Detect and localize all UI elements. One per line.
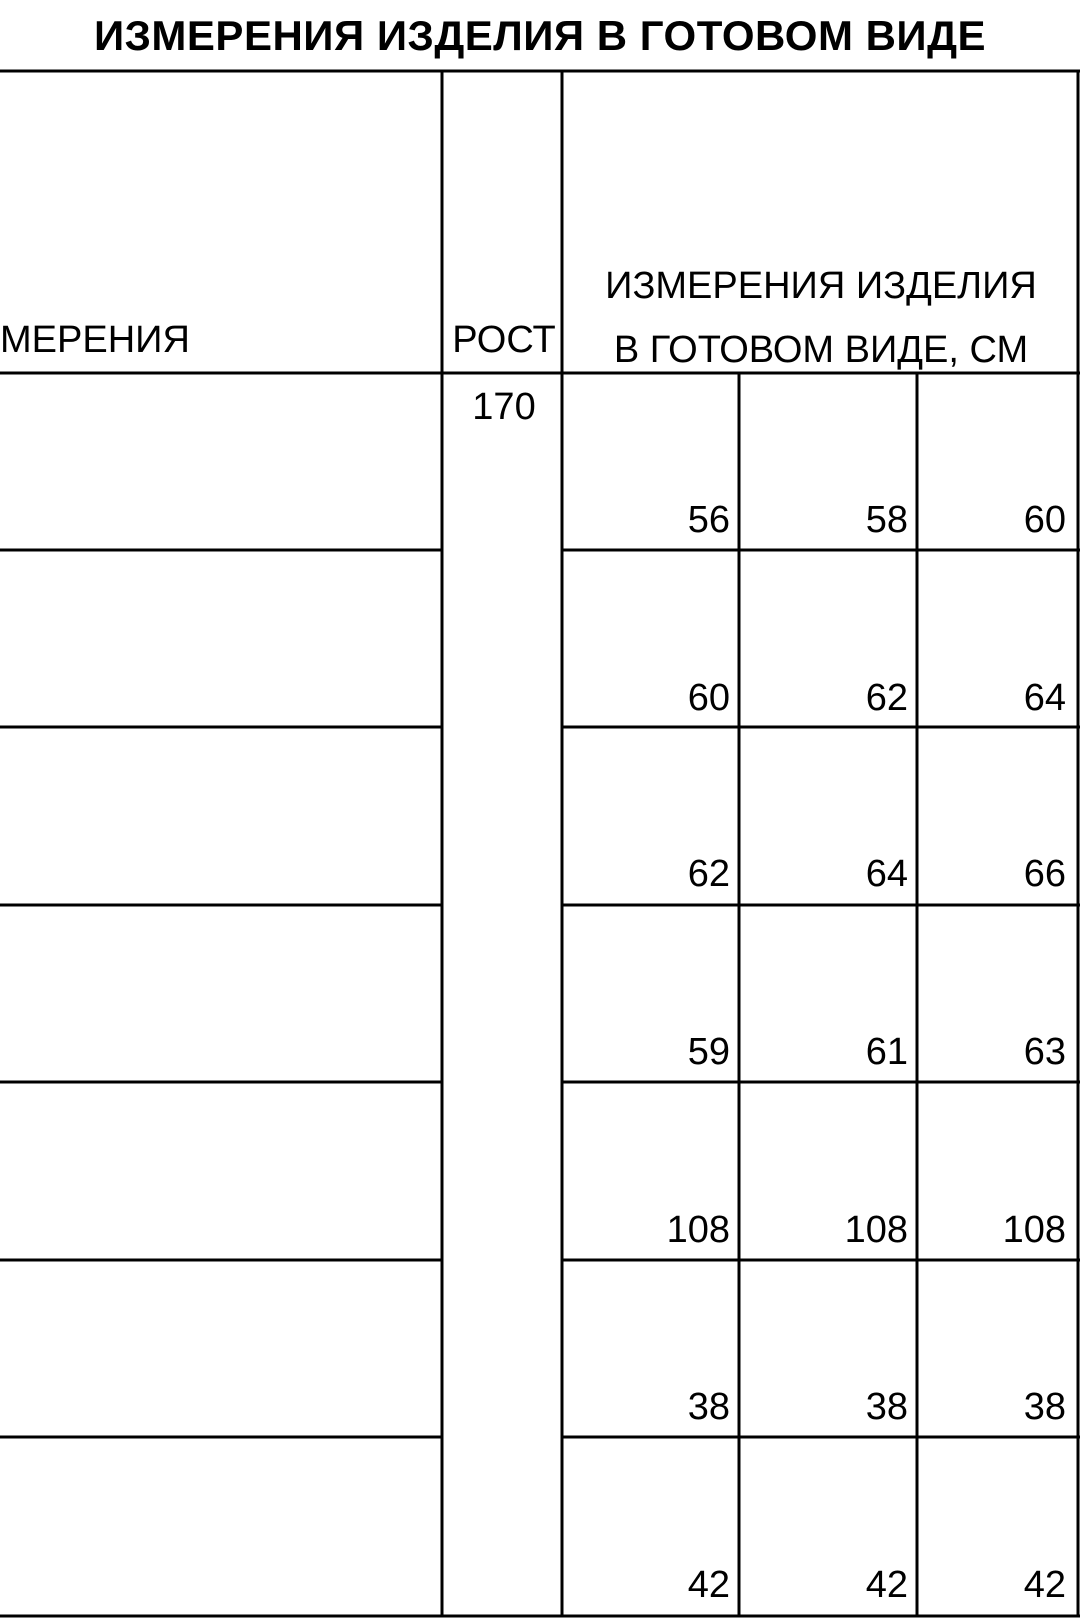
row-1-value-1: 56 [687, 499, 730, 541]
row-4-value-2: 61 [865, 1031, 908, 1073]
row-4-value-3: 63 [1023, 1031, 1066, 1073]
row-6-value-1: 38 [687, 1386, 730, 1428]
header-dimensions-line1: ИЗМЕРЕНИЯ ИЗДЕЛИЯ [605, 265, 1037, 307]
row-1-value-2: 58 [865, 499, 908, 541]
row-2-value-2: 62 [865, 677, 908, 719]
header-measure-label: МЕРЕНИЯ [0, 319, 190, 361]
row-7-value-3: 42 [1023, 1564, 1066, 1606]
row-2-value-3: 64 [1023, 677, 1066, 719]
row-5-value-1: 108 [666, 1209, 730, 1251]
row-4-value-1: 59 [687, 1031, 730, 1073]
header-rost-label: РОСТ [452, 319, 556, 361]
row-3-value-2: 64 [865, 853, 908, 895]
header-dimensions-line2: В ГОТОВОМ ВИДЕ, СМ [613, 329, 1029, 371]
row-3-value-3: 66 [1023, 853, 1066, 895]
row-6-value-2: 38 [865, 1386, 908, 1428]
row-6-value-3: 38 [1023, 1386, 1066, 1428]
header-dimensions-label [566, 254, 1076, 382]
row-5-value-3: 108 [1002, 1209, 1066, 1251]
row-5-value-2: 108 [844, 1209, 908, 1251]
row-7-value-1: 42 [687, 1564, 730, 1606]
row-7-value-2: 42 [865, 1564, 908, 1606]
row-1-value-3: 60 [1023, 499, 1066, 541]
page-title: ИЗМЕРЕНИЯ ИЗДЕЛИЯ В ГОТОВОМ ВИДЕ [93, 12, 987, 59]
rost-value: 170 [472, 386, 536, 428]
row-2-value-1: 60 [687, 677, 730, 719]
row-3-value-1: 62 [687, 853, 730, 895]
